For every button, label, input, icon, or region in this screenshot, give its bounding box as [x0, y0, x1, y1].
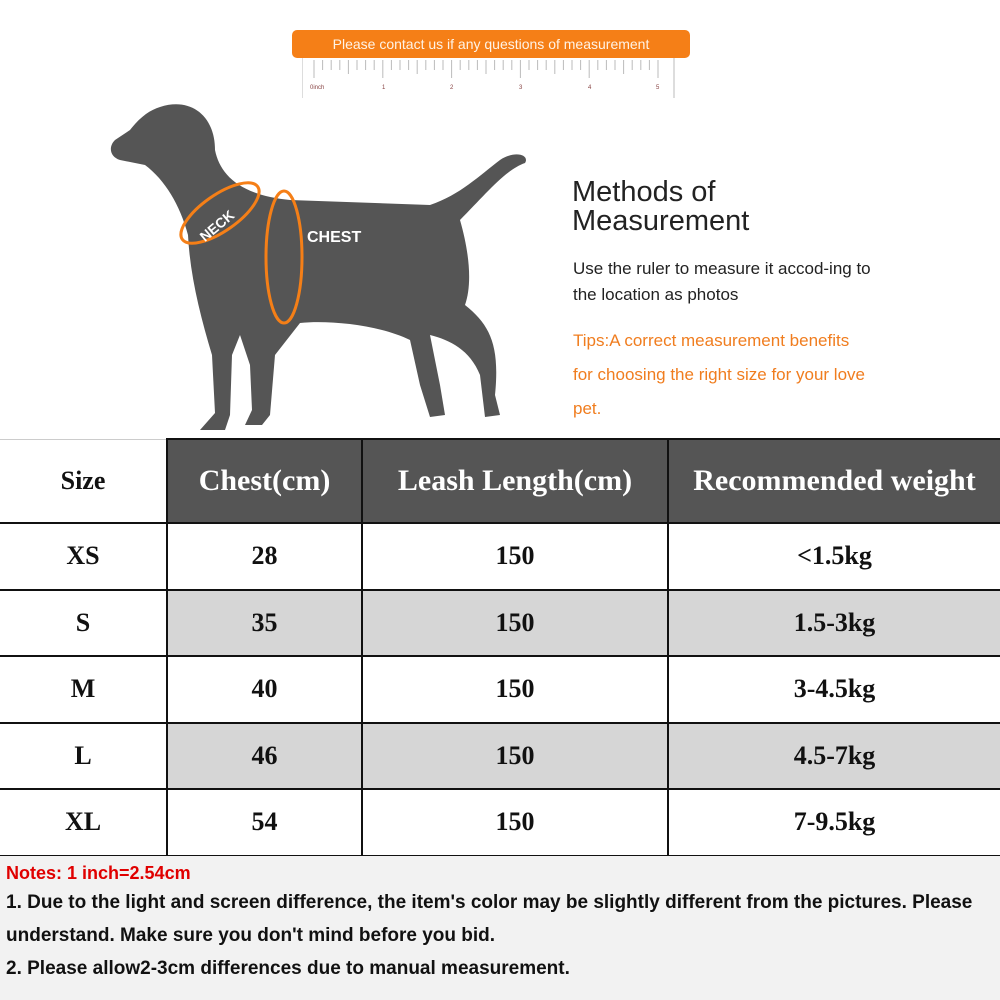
neck-label: NECK — [196, 206, 238, 245]
ruler-label: 5 — [656, 85, 660, 91]
table-cell: 150 — [362, 656, 668, 723]
ruler-label: 3 — [519, 85, 523, 91]
chest-label: CHEST — [307, 229, 362, 246]
table-cell: 150 — [362, 523, 668, 590]
methods-title: Methods of Measurement — [572, 176, 750, 237]
notes-line: 1. Due to the light and screen difference, the item's color may be slightly different from the pictures. Please understand. Make sure you don't mind before you bid. — [6, 892, 973, 946]
table-cell: 35 — [167, 590, 362, 657]
table-cell: <1.5kg — [668, 523, 1000, 590]
header-chest: Chest(cm) — [167, 439, 362, 523]
table-row — [0, 590, 1000, 657]
dog-illustration — [100, 95, 540, 435]
ruler-label: 4 — [588, 85, 592, 91]
table-row — [0, 723, 1000, 790]
table-cell: XL — [0, 789, 167, 856]
header-size: Size — [0, 439, 167, 523]
table-cell: 40 — [167, 656, 362, 723]
table-row — [0, 789, 1000, 856]
table-cell: 4.5-7kg — [668, 723, 1000, 790]
ruler-label: 2 — [450, 85, 454, 91]
notes-line: 2. Please allow2-3cm differences due to manual measurement. — [6, 958, 570, 979]
table-cell: XS — [0, 523, 167, 590]
table-row — [0, 656, 1000, 723]
table-cell: 150 — [362, 590, 668, 657]
notes-title: Notes: 1 inch=2.54cm — [6, 863, 191, 883]
table-cell: 1.5-3kg — [668, 590, 1000, 657]
ruler-label: 0inch — [310, 85, 325, 91]
methods-description: Use the ruler to measure it accod-ing to the location as photos — [573, 259, 871, 304]
ruler-label: 1 — [382, 85, 386, 91]
table-cell: 150 — [362, 789, 668, 856]
methods-tips: Tips:A correct measurement benefits for choosing the right size for your love pet. — [573, 331, 865, 418]
table-cell: 46 — [167, 723, 362, 790]
size-table — [0, 438, 1000, 857]
table-cell: 28 — [167, 523, 362, 590]
table-cell: 7-9.5kg — [668, 789, 1000, 856]
notes — [0, 856, 1000, 1000]
table-cell: 54 — [167, 789, 362, 856]
header-weight: Recommended weight — [668, 439, 1000, 523]
ruler-icon — [302, 58, 680, 98]
table-cell: 150 — [362, 723, 668, 790]
table-cell: S — [0, 590, 167, 657]
table-header — [0, 439, 1000, 523]
table-row — [0, 523, 1000, 590]
table-cell: 3-4.5kg — [668, 656, 1000, 723]
table-cell: M — [0, 656, 167, 723]
contact-banner: Please contact us if any questions of measurement — [292, 30, 690, 58]
header-leash: Leash Length(cm) — [362, 439, 668, 523]
table-cell: L — [0, 723, 167, 790]
